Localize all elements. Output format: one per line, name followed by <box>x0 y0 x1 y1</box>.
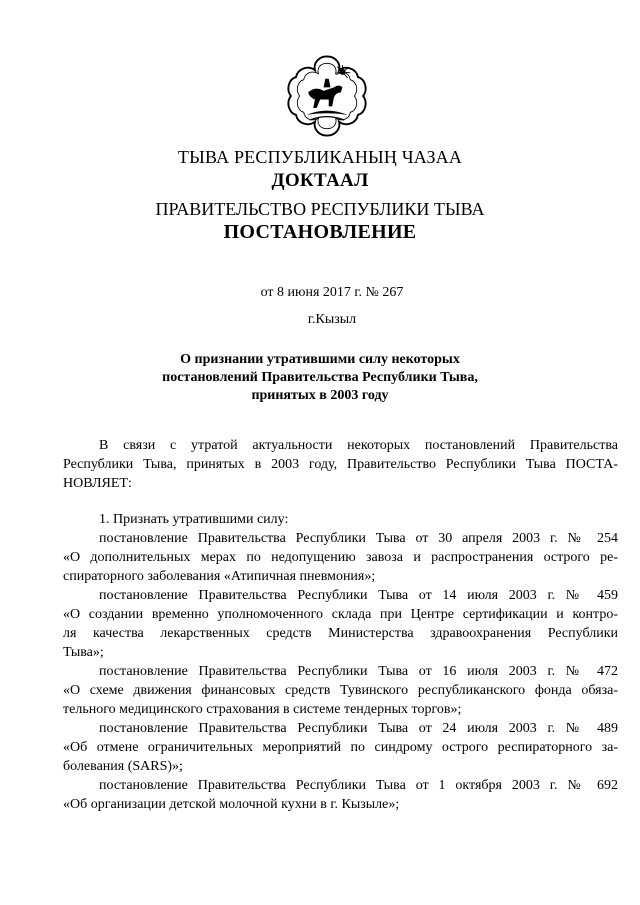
body-line: спираторного заболевания «Атипичная пневмония»; <box>63 569 376 584</box>
header-doktaal: ДОКТААЛ <box>271 170 369 191</box>
header-line-government: ПРАВИТЕЛЬСТВО РЕСПУБЛИКИ ТЫВА <box>155 199 485 219</box>
list-item <box>63 719 618 776</box>
body-line: В связи с утратой актуальности некоторых постановлений Правительства <box>99 438 618 453</box>
title-line: О признании утратившими силу некоторых <box>180 352 460 367</box>
body-line: постановление Правительства Республики Тыва от 24 июля 2003 г. № 489 <box>99 721 618 736</box>
body-line: «Об отмене ограничительных мероприятий по синдрому острого респираторного за- <box>63 740 618 755</box>
body-line: постановление Правительства Республики Тыва от 30 апреля 2003 г. № 254 <box>99 531 618 546</box>
body-line: болевания (SARS)»; <box>63 759 183 774</box>
document-title <box>0 351 640 405</box>
preamble-paragraph <box>63 436 618 493</box>
list-item <box>63 529 618 586</box>
tuva-coat-of-arms-icon <box>284 53 370 139</box>
header-postanovlenie: ПОСТАНОВЛЕНИЕ <box>223 221 417 243</box>
body-line: Тыва»; <box>63 645 104 660</box>
document-body <box>63 436 618 814</box>
header-line-tuvan-government: ТЫВА РЕСПУБЛИКАНЫҢ ЧАЗАА <box>177 147 463 167</box>
body-line: «О схеме движения финансовых средств Тувинского республиканского фонда обяза- <box>63 683 618 698</box>
clause-1 <box>63 510 618 814</box>
body-line: «О создании временно уполномоченного склада при Центре сертификации и контро- <box>63 607 618 622</box>
body-line: «О дополнительных мерах по недопущению завоза и распространения острого ре- <box>63 550 618 565</box>
body-line: ля качества лекарственных средств Министерства здравоохранения Республики <box>63 626 618 641</box>
title-line: постановлений Правительства Республики Тыва, <box>162 370 478 385</box>
list-item <box>63 586 618 662</box>
body-line: НОВЛЯЕТ: <box>63 476 132 491</box>
list-item <box>63 662 618 719</box>
list-item <box>63 776 618 814</box>
document-city: г.Кызыл <box>307 312 357 327</box>
body-line: тельного медицинского страхования в системе тендерных торгов»; <box>63 702 462 717</box>
body-line: Республики Тыва, принятых в 2003 году, Правительство Республики Тыва ПОСТА- <box>63 457 618 472</box>
body-line: постановление Правительства Республики Тыва от 14 июля 2003 г. № 459 <box>99 588 618 603</box>
title-line: принятых в 2003 году <box>251 388 389 403</box>
body-line: «Об организации детской молочной кухни в г. Кызыле»; <box>63 797 400 812</box>
body-line: постановление Правительства Республики Тыва от 1 октября 2003 г. № 692 <box>99 778 618 793</box>
body-line: постановление Правительства Республики Тыва от 16 июля 2003 г. № 472 <box>99 664 618 679</box>
clause-heading: 1. Признать утратившими силу: <box>99 512 289 527</box>
document-date-number: от 8 июня 2017 г. № 267 <box>260 285 404 300</box>
